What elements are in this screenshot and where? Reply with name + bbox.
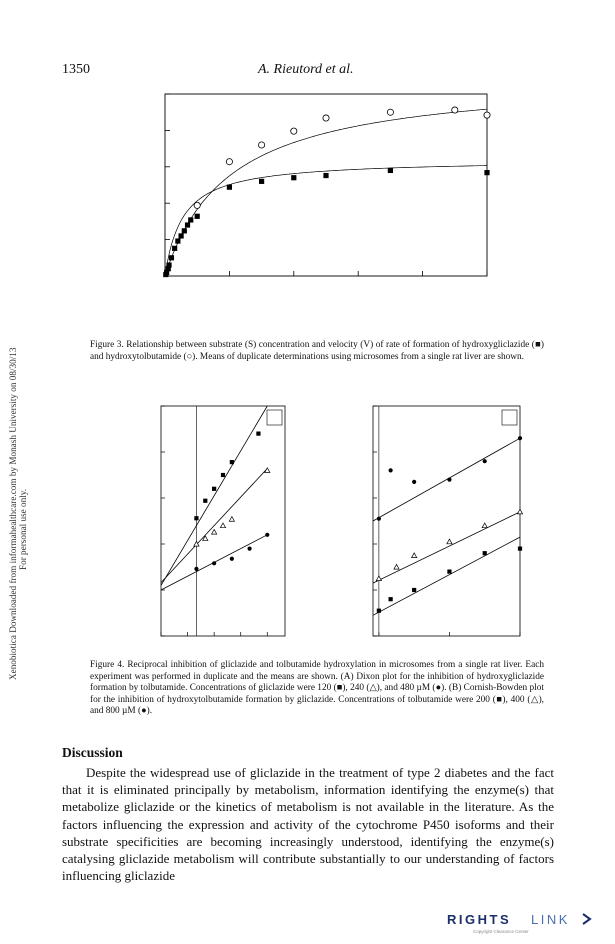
fig4-b-frame [373, 406, 520, 636]
fig3-point-open-circle [323, 115, 329, 121]
fig4-b-point-filled-circle [518, 436, 522, 440]
fig4-a-point-filled-square [194, 516, 198, 520]
fig4-b-point-filled-square [389, 597, 393, 601]
fig4-a-regression-0 [161, 406, 267, 585]
fig3-point-open-circle [452, 107, 458, 113]
fig4-a-point-filled-square [203, 499, 207, 503]
fig4-a-point-open-triangle [212, 529, 217, 534]
running-head: A. Rieutord et al. [258, 62, 354, 77]
fig4-a-point-filled-square [230, 460, 234, 464]
fig3-point-open-circle [387, 109, 393, 115]
fig3-point-filled-square [388, 168, 393, 173]
side-download-note [8, 270, 28, 690]
fig4-a-point-open-triangle [220, 523, 225, 528]
figure4-caption: Figure 4. Reciprocal inhibition of gliclazide and tolbutamide hydroxylation in microsomes from a single rat liver. Each experiment was performed in duplicate and the means are shown. (A) Dixon plot for the inhibition of hydroxygliclazide formation by tolbutamide. Concentrations of gliclazide were 120 (■), 240 (△), and 480 µM (●). (B) Cornish-Bowden plot for the inhibition of hydroxytolbutamide formation by gliclazide. Concentrations of tolbutamide were 200 (■), 400 (△), and 800 µM (●). [90, 660, 544, 716]
fig4-a-point-filled-square [212, 487, 216, 491]
fig4-b-point-open-triangle [517, 509, 522, 514]
logo-word-link: LINK [531, 912, 570, 927]
fig4-a-point-filled-square [221, 473, 225, 477]
figure3-chart [95, 80, 515, 340]
fig4-a-point-filled-square [256, 432, 260, 436]
fig3-point-open-circle [194, 202, 200, 208]
figure4-panel-a [95, 398, 325, 668]
fig4-b-point-open-triangle [482, 523, 487, 528]
figure4-panel-b [315, 398, 550, 668]
side-note-line2: For personal use only. [18, 488, 28, 570]
fig4-b-point-filled-square [412, 588, 416, 592]
fig3-point-filled-square [195, 214, 200, 219]
fig4-b-panel-box [502, 410, 517, 425]
logo-tagline: Copyright Clearance Center [473, 929, 529, 934]
fig3-fit-curve-1 [165, 109, 487, 276]
logo-word-rights: RIGHTS [447, 912, 512, 927]
fig4-b-point-open-triangle [376, 576, 381, 581]
fig4-b-point-open-triangle [412, 553, 417, 558]
fig3-point-filled-square [484, 170, 489, 175]
fig4-a-point-filled-circle [212, 561, 216, 565]
fig4-b-point-filled-square [518, 547, 522, 551]
fig4-b-point-filled-circle [412, 480, 416, 484]
fig3-point-filled-square [291, 175, 296, 180]
fig4-b-point-filled-circle [377, 517, 381, 521]
fig4-a-frame [161, 406, 285, 636]
side-note-line1: Xenobiotica Downloaded from informahealthcare.com by Monash University on 08/30/13 [8, 347, 18, 680]
rightslink-logo[interactable] [443, 908, 603, 936]
fig3-point-open-circle [484, 112, 490, 118]
discussion-body [62, 764, 554, 884]
fig3-fit-curve-0 [165, 166, 487, 276]
fig4-a-regression-1 [161, 469, 267, 583]
fig4-b-regression-0 [373, 438, 520, 521]
fig3-point-open-circle [259, 142, 265, 148]
fig4-b-point-filled-circle [389, 468, 393, 472]
fig4-b-point-filled-square [377, 609, 381, 613]
fig3-point-filled-square [259, 179, 264, 184]
fig4-b-regression-2 [373, 537, 520, 615]
discussion-heading: Discussion [62, 745, 123, 760]
fig4-b-regression-1 [373, 512, 520, 583]
fig4-b-point-filled-circle [447, 478, 451, 482]
fig4-a-point-filled-circle [230, 557, 234, 561]
fig4-a-point-open-triangle [229, 517, 234, 522]
discussion-paragraph: Despite the widespread use of gliclazide in the treatment of type 2 diabetes and the fact that it is eliminated principally by metabolism, information identifying the enzyme(s) that metabolize gliclazide or the kinetics of metabolism is not available in the literature. As the factors influencing the expression and activity of the cytochrome P450 isoforms and their substrate specificities are becoming increasingly understood, identifying the enzyme(s) catalysing gliclazide metabolism will contribute substantially to our understanding of factors influencing gliclazide [62, 765, 554, 884]
fig4-b-point-filled-circle [483, 459, 487, 463]
figure3-caption: Figure 3. Relationship between substrate (S) concentration and velocity (V) of rate of formation of hydroxygliclazide (■) and hydroxytolbutamide (○). Means of duplicate determinations using microsomes from a single rat liver are shown. [90, 340, 544, 362]
logo-arrow-icon [583, 914, 590, 924]
fig3-point-open-circle [291, 128, 297, 134]
fig4-a-point-filled-circle [265, 533, 269, 537]
fig4-a-point-filled-circle [194, 567, 198, 571]
fig4-a-panel-box [267, 410, 282, 425]
page-number: 1350 [62, 62, 90, 77]
fig3-point-filled-square [323, 173, 328, 178]
fig3-point-filled-square [227, 185, 232, 190]
fig4-b-point-open-triangle [394, 564, 399, 569]
fig4-a-point-filled-circle [247, 547, 251, 551]
fig4-b-point-filled-square [447, 570, 451, 574]
fig3-point-open-circle [226, 159, 232, 165]
fig4-b-point-filled-square [483, 551, 487, 555]
fig4-b-point-open-triangle [447, 539, 452, 544]
